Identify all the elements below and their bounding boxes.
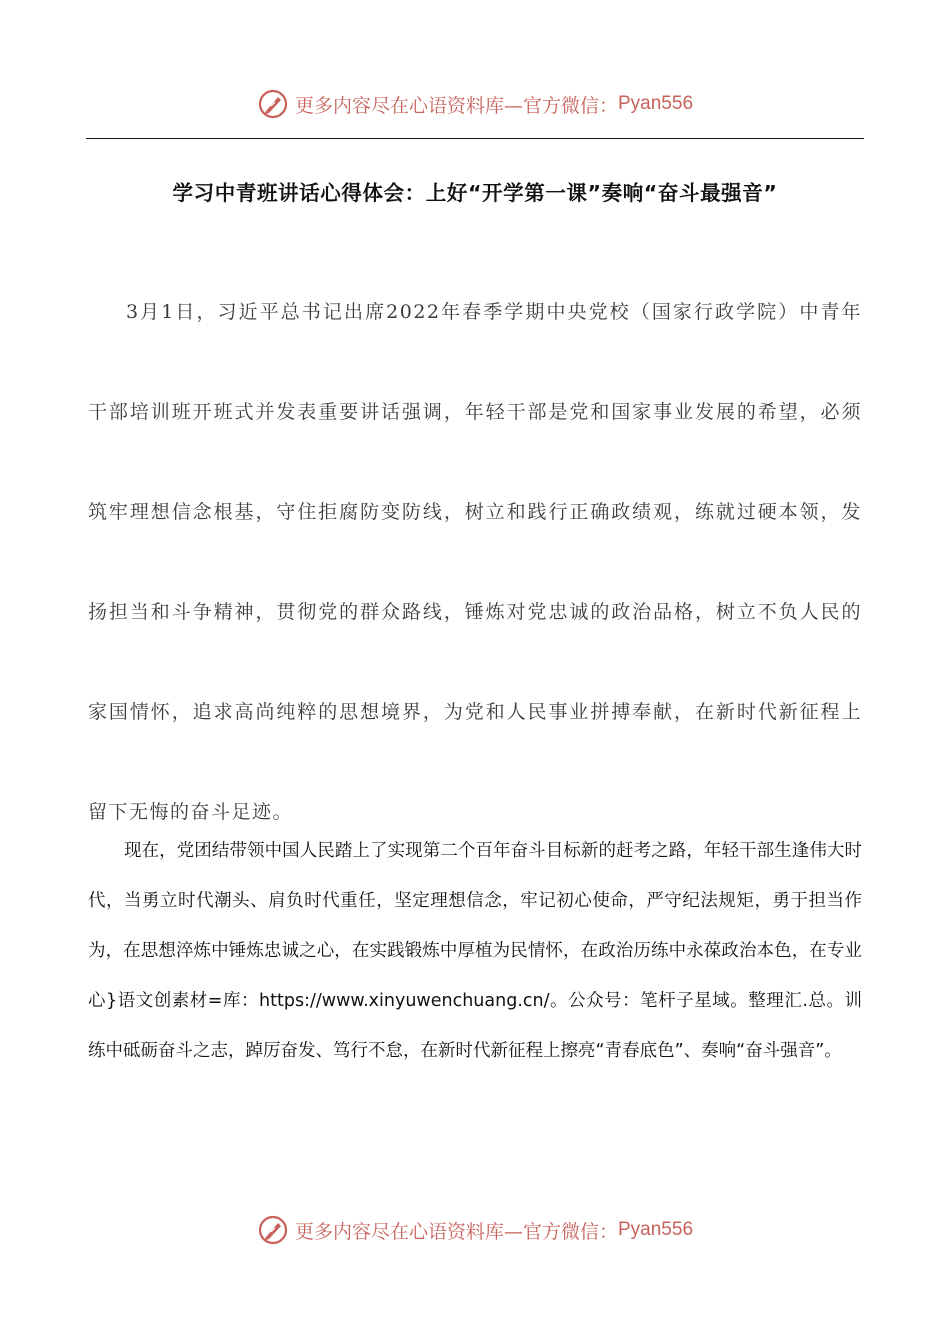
watermark-wechat-id: Pyan556 [618, 1219, 694, 1240]
body-paragraph-1: 3月1日，习近平总书记出席2022年春季学期中央党校（国家行政学院）中青年干部培训班开班式并发表重要讲话强调，年轻干部是党和国家事业发展的希望，必须筑牢理想信念根基，守住拒腐防变防线，树立和践行正确政绩观，练就过硬本领，发扬担当和斗争精神，贯彻党的群众路线，锤炼对党忠诚的政治品格，树立不负人民的家国情怀，追求高尚纯粹的思想境界，为党和人民事业拼搏奉献，在新时代新征程上留下无悔的奋斗足迹。 [88, 301, 862, 823]
pen-nib-logo-icon [257, 88, 289, 120]
watermark-wechat-id: Pyan556 [618, 93, 694, 114]
body-paragraph-2: 现在，党团结带领中国人民踏上了实现第二个百年奋斗目标新的赶考之路，年轻干部生逢伟大时代，当勇立时代潮头、肩负时代重任，坚定理想信念，牢记初心使命，严守纪法规矩，勇于担当作为，在思想淬炼中锤炼忠诚之心，在实践锻炼中厚植为民情怀，在政治历练中永葆政治本色，在专业心}语文创素材=库：https://www.xinyuwenchuang.cn/。公众号：笔杆子星域。整理汇.总。训练中砥砺奋斗之志，踔厉奋发、笃行不怠，在新时代新征程上擦亮“青春底色”、奏响“奋斗强音”。 [88, 841, 862, 1061]
header-watermark [0, 84, 950, 124]
watermark-text: 更多内容尽在心语资料库—官方微信： [294, 1220, 618, 1243]
watermark-text: 更多内容尽在心语资料库—官方微信： [294, 94, 618, 117]
pen-nib-logo-icon [257, 1214, 289, 1246]
document-title: 学习中青班讲话心得体会：上好“开学第一课”奏响“奋斗最强音” [172, 181, 778, 205]
footer-watermark [0, 1210, 950, 1250]
header-rule [86, 138, 864, 139]
